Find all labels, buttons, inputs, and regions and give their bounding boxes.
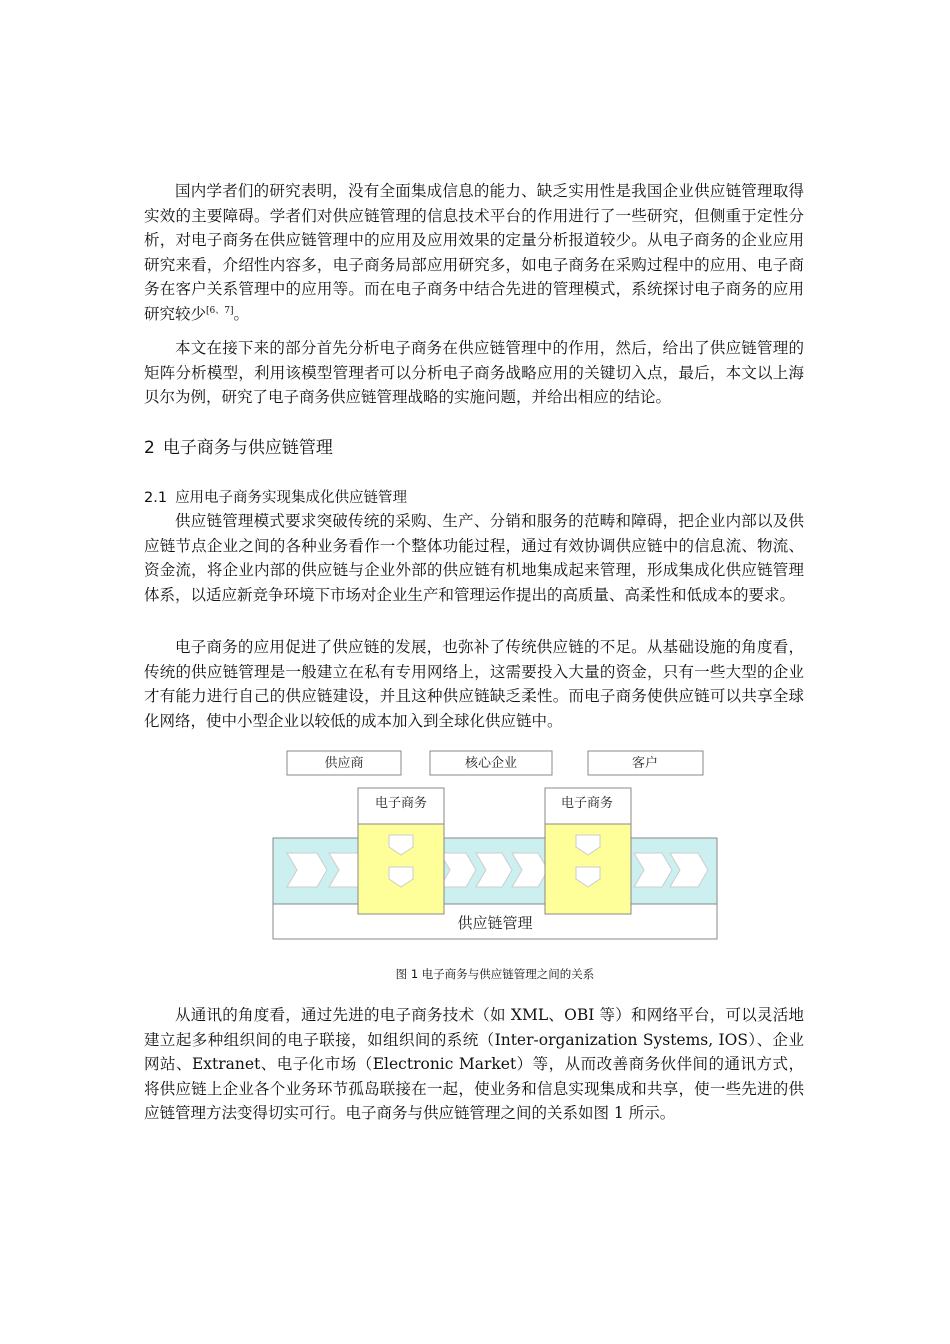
subsection-title: 应用电子商务实现集成化供应链管理: [175, 490, 408, 506]
subsection-heading: [144, 486, 407, 507]
paragraph-ec-benefits: 电子商务的应用促进了供应链的发展，也弥补了传统供应链的不足。从基础设施的角度看，传统的供应链管理是一般建立在私有专用网络上，这需要投入大量的资金，只有一些大型的企业才有能力进行自己的供应链建设，并且这种供应链缺乏柔性。而电子商务使供应链可以共享全球化网络，使中小型企业以较低的成本加入到全球化供应链中。: [144, 638, 804, 730]
supplier-label: 供应商: [324, 756, 364, 771]
paragraph-communication: 从通讯的角度看，通过先进的电子商务技术（如 XML、OBI 等）和网络平台，可以灵活地建立起多种组织间的电子联接，如组织间的系统（Inter-organization Systems, IOS）、企业网站、Extranet、电子化市场（Electronic Market）等，从而改善商务伙伴间的通讯方式，将供应链上企业各个业务环节孤岛联接在一起，使业务和信息实现集成和共享，使一些先进的供应链管理方法变得切实可行。电子商务与供应链管理之间的关系如图 1 所示。: [144, 1006, 804, 1122]
section-title: 电子商务与供应链管理: [162, 438, 333, 458]
core-enterprise-label: 核心企业: [464, 756, 518, 771]
citation: [6、7]: [206, 305, 234, 316]
scm-label: 供应链管理: [457, 914, 533, 932]
subsection-number: 2.1: [144, 490, 168, 506]
paragraph-research-status: [144, 179, 804, 326]
section-number: 2: [144, 438, 155, 458]
ec-label-1: 电子商务: [374, 796, 428, 811]
flow-chevrons: [287, 853, 708, 887]
figure-ec-scm-relation: [270, 748, 720, 993]
customer-label: 客户: [631, 756, 659, 771]
paragraph-text: 国内学者们的研究表明，没有全面集成信息的能力、缺乏实用性是我国企业供应链管理取得实效的主要障碍。学者们对供应链管理的信息技术平台的作用进行了一些研究，但侧重于定性分析，对电子商务在供应链管理中的应用及应用效果的定量分析报道较少。从电子商务的企业应用研究来看，介绍性内容多，电子商务局部应用研究多，如电子商务在采购过程中的应用、电子商务在客户关系管理中的应用等。而在电子商务中结合先进的管理模式，系统探讨电子商务的应用研究较少: [144, 182, 804, 323]
paragraph-tail: 。: [233, 304, 250, 323]
section-heading: [144, 433, 333, 458]
paragraph-integrated-scm: 供应链管理模式要求突破传统的采购、生产、分销和服务的范畴和障碍，把企业内部以及供应链节点企业之间的各种业务看作一个整体功能过程，通过有效协调供应链中的信息流、物流、资金流，将企业内部的供应链与企业外部的供应链有机地集成起来管理，形成集成化供应链管理体系，以适应新竞争环境下市场对企业生产和管理运作提出的高质量、高柔性和低成本的要求。: [144, 512, 804, 604]
figure-caption: 图 1 电子商务与供应链管理之间的关系: [395, 967, 595, 981]
paragraph-outline: 本文在接下来的部分首先分析电子商务在供应链管理中的作用，然后，给出了供应链管理的矩阵分析模型，利用该模型管理者可以分析电子商务战略应用的关键切入点，最后，本文以上海贝尔为例，研究了电子商务供应链管理战略的实施问题，并给出相应的结论。: [144, 339, 804, 406]
ec-label-2: 电子商务: [560, 796, 614, 811]
figure-diagram: [270, 748, 720, 963]
